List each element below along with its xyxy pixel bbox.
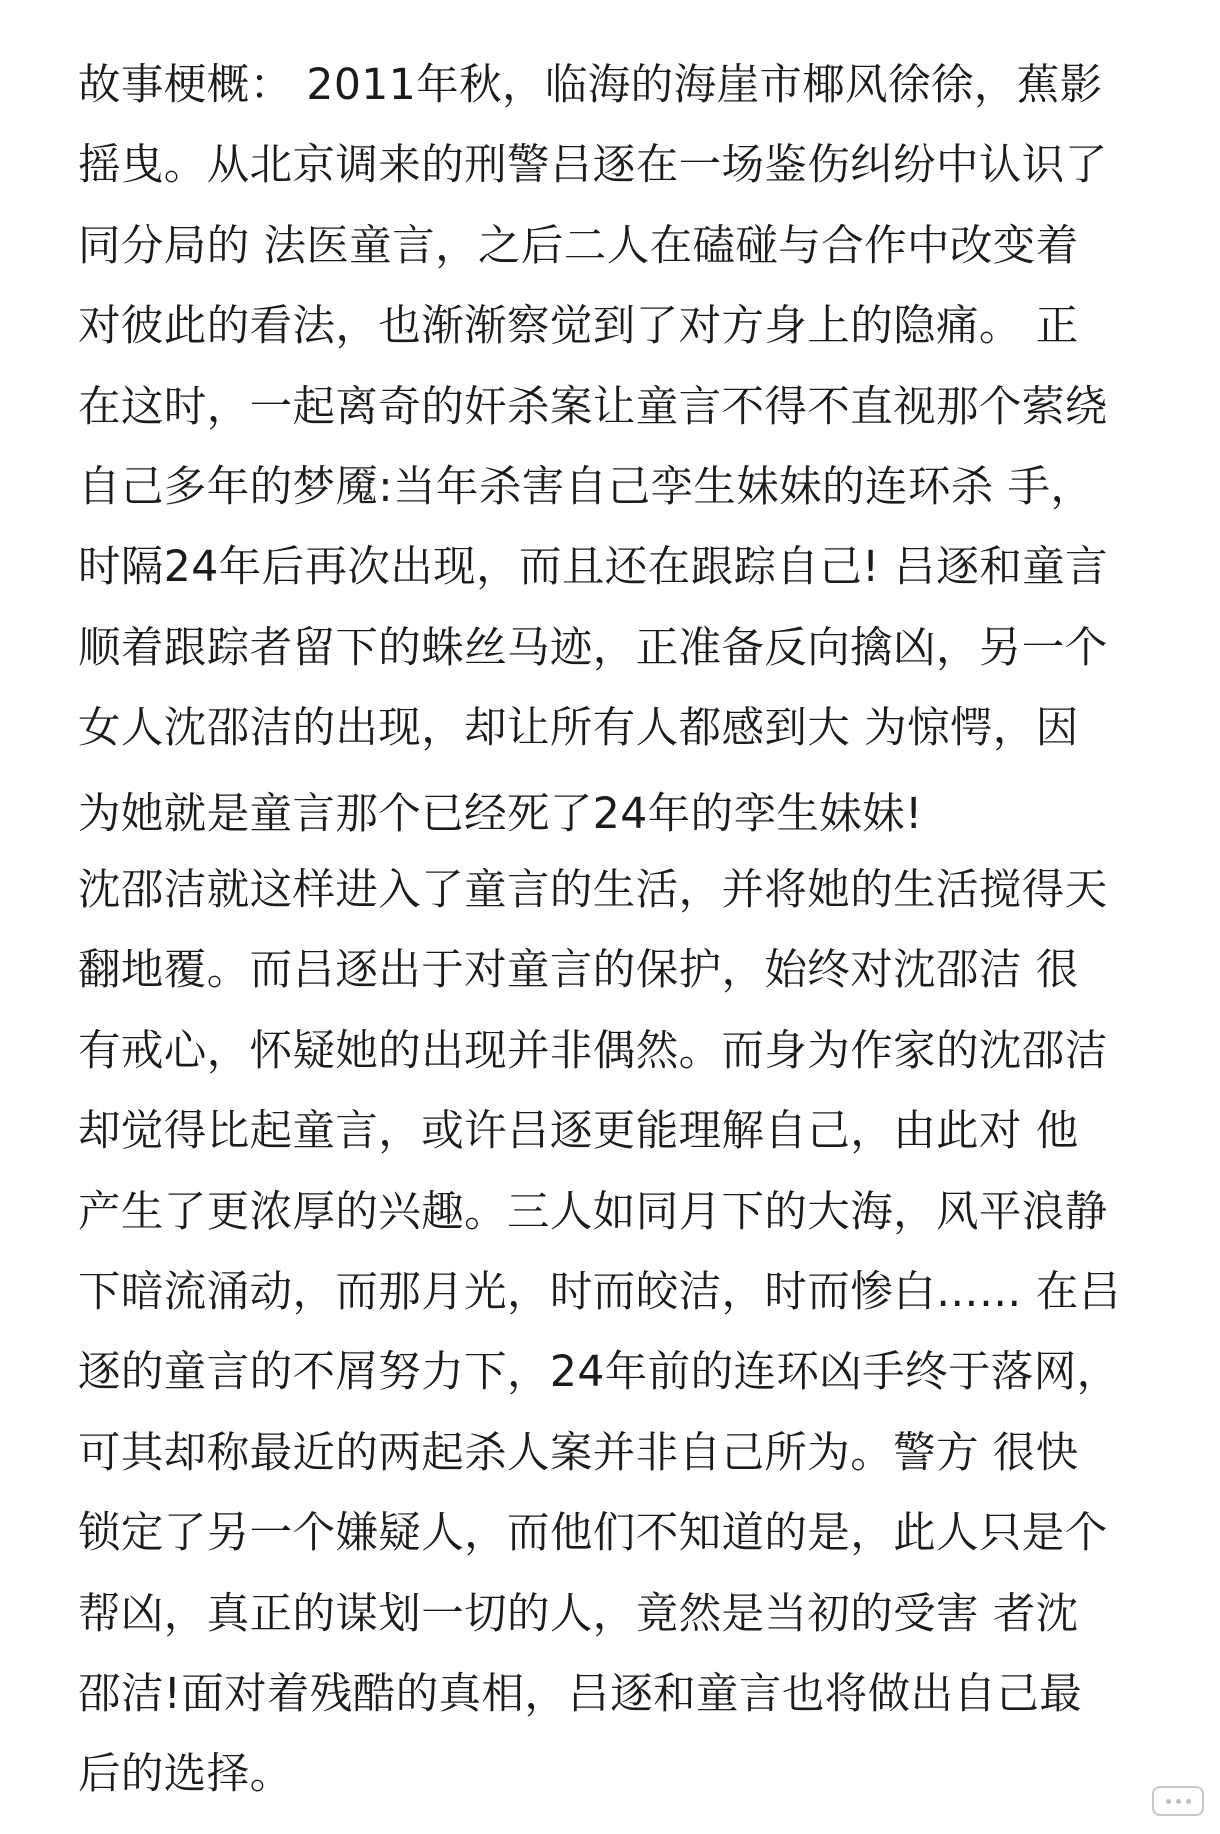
dot [1176, 1799, 1181, 1804]
synopsis-line: 帮凶，真正的谋划一切的人，竟然是当初的受害 者沈 [78, 1590, 1079, 1639]
dot [1166, 1799, 1171, 1804]
synopsis-line: 自己多年的梦魇:当年杀害自己孪生妹妹的连环杀 手， [78, 463, 1094, 512]
synopsis-line: 在这时，一起离奇的奸杀案让童言不得不直视那个萦绕 [78, 383, 1108, 432]
synopsis-line: 翻地覆。而吕逐出于对童言的保护，始终对沈邵洁 很 [78, 946, 1079, 995]
more-dots-icon[interactable] [1152, 1786, 1204, 1816]
synopsis-line: 逐的童言的不屑努力下，24年前的连环凶手终于落网， [78, 1348, 1120, 1397]
synopsis-line: 下暗流涌动，而那月光，时而皎洁，时而惨白…… 在吕 [78, 1268, 1122, 1317]
synopsis-line: 时隔24年后再次出现，而且还在跟踪自己! 吕逐和童言 [78, 543, 1109, 592]
synopsis-line: 可其却称最近的两起杀人案并非自己所为。警方 很快 [78, 1429, 1079, 1478]
synopsis-line: 沈邵洁就这样进入了童言的生活，并将她的生活搅得天 [78, 866, 1108, 915]
synopsis-line: 女人沈邵洁的出现，却让所有人都感到大 为惊愕，因 [78, 704, 1079, 753]
synopsis-line: 邵洁!面对着残酷的真相，吕逐和童言也将做出自己最 [78, 1670, 1083, 1719]
synopsis-line: 故事梗概： 2011年秋，临海的海崖市椰风徐徐，蕉影 [78, 61, 1103, 110]
synopsis-line: 对彼此的看法，也渐渐察觉到了对方身上的隐痛。 正 [78, 302, 1079, 351]
synopsis-line: 顺着跟踪者留下的蛛丝马迹，正准备反向擒凶，另一个 [78, 624, 1108, 673]
synopsis-line: 产生了更浓厚的兴趣。三人如同月下的大海，风平浪静 [78, 1188, 1108, 1237]
synopsis-line: 摇曳。从北京调来的刑警吕逐在一场鉴伤纠纷中认识了 [78, 141, 1108, 190]
synopsis-line: 为她就是童言那个已经死了24年的孪生妹妹! [78, 790, 923, 839]
synopsis-line: 却觉得比起童言，或许吕逐更能理解自己，由此对 他 [78, 1107, 1079, 1156]
synopsis-line: 有戒心，怀疑她的出现并非偶然。而身为作家的沈邵洁 [78, 1027, 1108, 1076]
synopsis-line: 同分局的 法医童言，之后二人在磕碰与合作中改变着 [78, 222, 1079, 271]
dot [1186, 1799, 1191, 1804]
synopsis-line: 后的选择。 [78, 1750, 293, 1799]
synopsis-line: 锁定了另一个嫌疑人，而他们不知道的是，此人只是个 [78, 1509, 1108, 1558]
